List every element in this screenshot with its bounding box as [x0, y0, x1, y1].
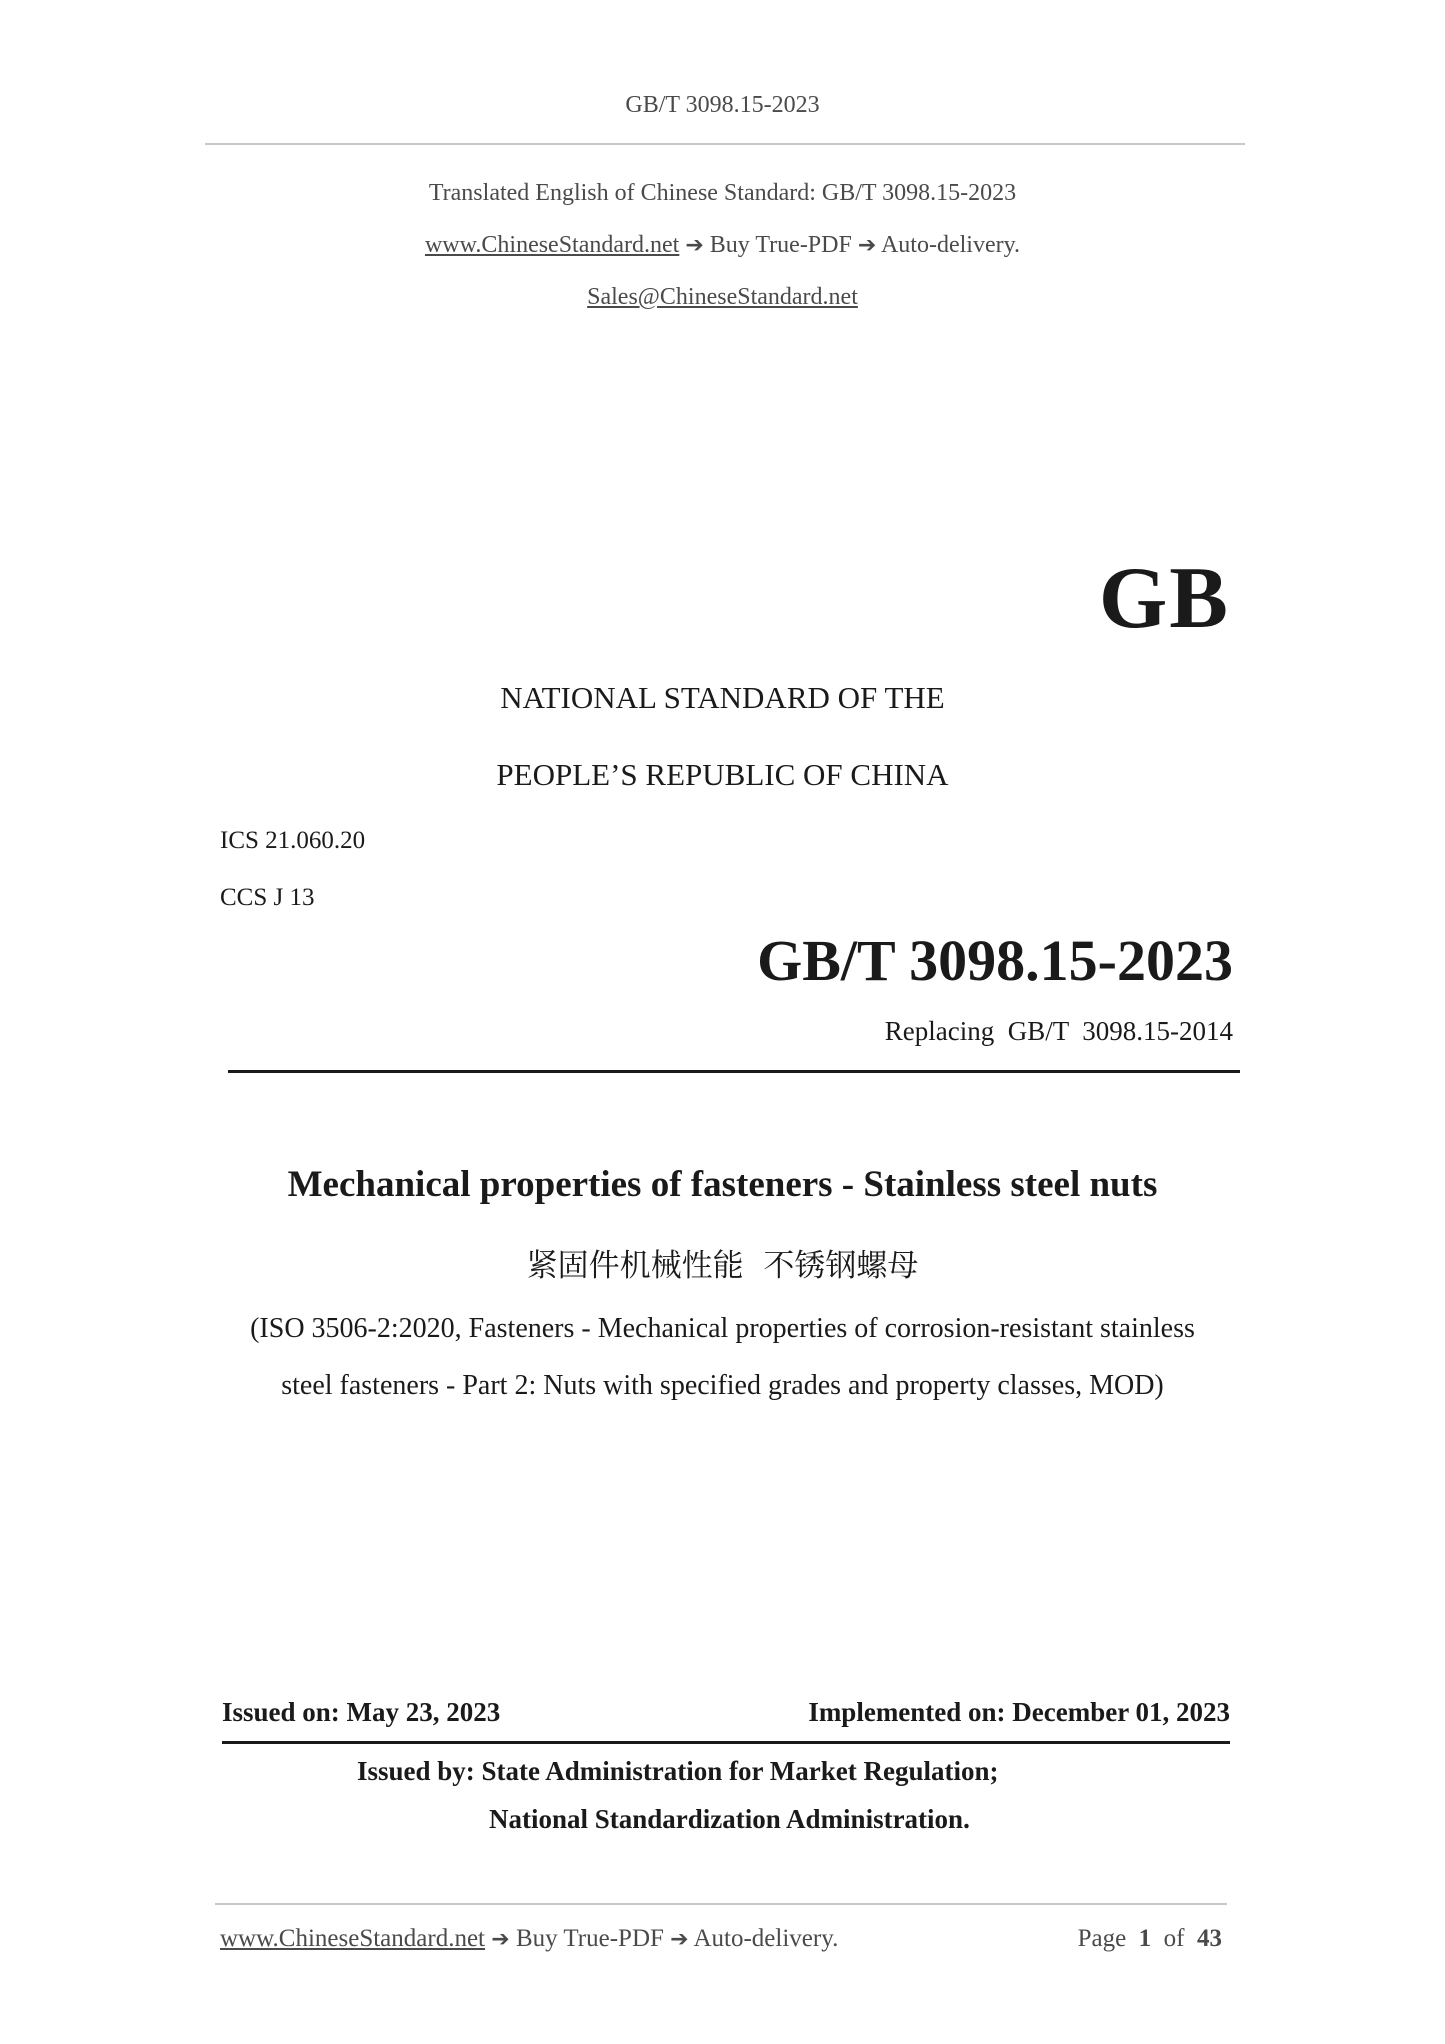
issued-on-date: Issued on: May 23, 2023: [222, 1697, 501, 1727]
promo-line-1: [0, 180, 1445, 207]
page-number: 1: [1138, 1925, 1152, 1952]
promo-arrow-icon-1: ➔: [685, 233, 704, 258]
dates-divider: [222, 1741, 1230, 1744]
replacing-note: Replacing GB/T 3098.15-2014: [884, 1016, 1233, 1046]
issued-by-line-2: National Standardization Administration.: [489, 1804, 970, 1834]
promo-arrow-icon-2: ➔: [857, 233, 877, 258]
iso-reference-line-1: (ISO 3506-2:2020, Fasteners - Mechanical properties of corrosion-resistant stainless: [250, 1313, 1195, 1344]
header-doc-code: GB/T 3098.15-2023: [625, 92, 820, 118]
header-divider: [205, 143, 1245, 145]
iso-reference-line-2: steel fasteners - Part 2: Nuts with specified grades and property classes, MOD): [281, 1370, 1164, 1401]
national-standard-line-2: PEOPLE’S REPUBLIC OF CHINA: [496, 757, 949, 792]
promo-email-link[interactable]: Sales@ChineseStandard.net: [587, 284, 858, 310]
promo-delivery-text: Auto-delivery.: [880, 232, 1021, 258]
footer-divider: [215, 1903, 1227, 1905]
footer-delivery-text: Auto-delivery.: [693, 1925, 839, 1952]
title-english: Mechanical properties of fasteners - Stainless steel nuts: [287, 1164, 1158, 1205]
gb-logo: GB: [1098, 550, 1230, 647]
standard-number: GB/T 3098.15-2023: [757, 928, 1233, 993]
promo-line-3: [0, 284, 1445, 311]
promo-line-1-text: Translated English of Chinese Standard: GB/T 3098.15-2023: [428, 180, 1017, 206]
title-divider: [228, 1070, 1240, 1073]
footer-site-link[interactable]: www.ChineseStandard.net: [220, 1925, 485, 1952]
title-chinese: 紧固件机械性能 不锈钢螺母: [526, 1248, 919, 1284]
footer-buy-text: Buy True-PDF: [515, 1925, 664, 1952]
page-indicator: [1078, 1925, 1222, 1953]
footer-promo: [220, 1925, 838, 1953]
footer-arrow-icon-2: ➔: [670, 1927, 689, 1952]
ics-code: ICS 21.060.20: [220, 827, 366, 854]
of-label: of: [1163, 1925, 1185, 1952]
running-header: [0, 92, 1445, 119]
promo-line-2: [0, 232, 1445, 259]
page-total: 43: [1197, 1925, 1222, 1952]
promo-buy-text: Buy True-PDF: [709, 232, 852, 258]
promo-site-link[interactable]: www.ChineseStandard.net: [424, 232, 680, 258]
issued-by-line-1: Issued by: State Administration for Market Regulation;: [357, 1756, 999, 1786]
page-label: Page: [1077, 1925, 1127, 1952]
footer-arrow-icon-1: ➔: [491, 1927, 510, 1952]
national-standard-line-1: NATIONAL STANDARD OF THE: [500, 680, 945, 715]
ccs-code: CCS J 13: [220, 884, 315, 911]
implemented-on-date: Implemented on: December 01, 2023: [808, 1697, 1230, 1727]
